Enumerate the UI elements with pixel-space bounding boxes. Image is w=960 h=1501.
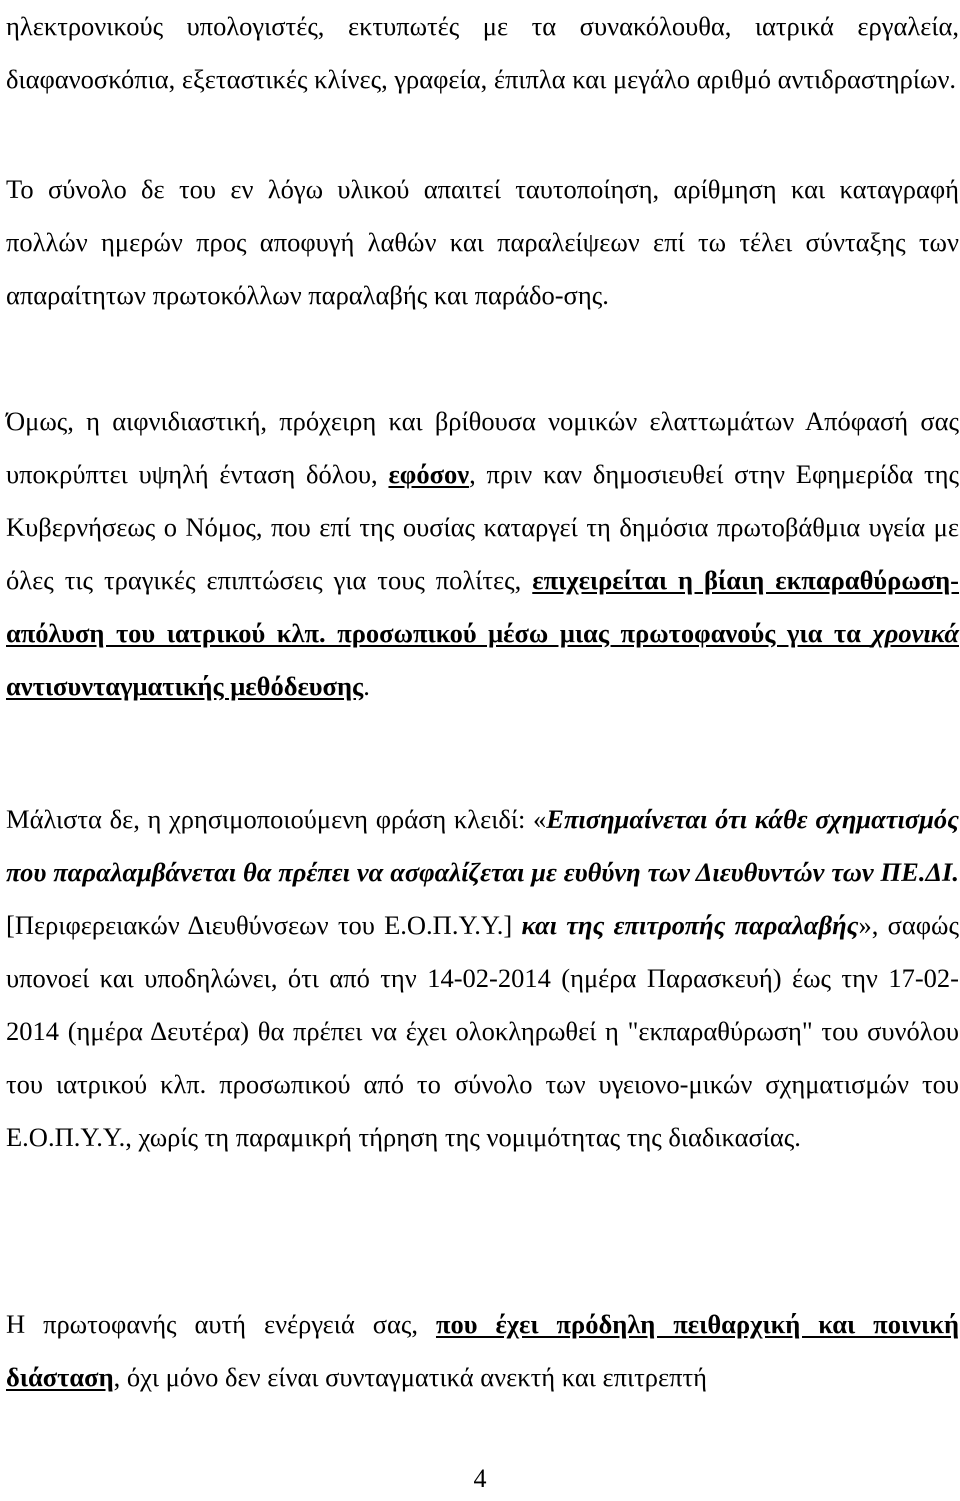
quoted-phrase-bold-italic: Επισημαίνεται ότι κάθε σχηματισμός που παραλαμβάνεται θα πρέπει να ασφαλίζεται με ευθύνη των Διευθυντών των ΠΕ.ΔΙ. bbox=[6, 804, 959, 887]
text-run: Η πρωτοφανής αυτή ενέργειά σας, bbox=[6, 1309, 436, 1339]
text-run: , πριν καν δημοσιευθεί στην Εφημερίδα της Κυβερνήσεως ο Νόμος, που επί της ουσίας καταργεί τη δημόσια πρωτοβάθμια υγεία με όλες τις τραγικές επιπτώσεις για τους πολίτες, bbox=[6, 459, 959, 595]
text-run: Όμως, η αιφνιδιαστική, πρόχειρη και βρίθουσα νομικών ελαττωμάτων Απόφασή σας υποκρύπτει υψηλή ένταση δόλου, bbox=[6, 406, 959, 489]
paragraph-key-phrase bbox=[6, 793, 959, 1164]
text-run: . bbox=[363, 671, 370, 701]
text-run: Το σύνολο δε του εν λόγω υλικού απαιτεί ταυτοποίηση, αρίθμηση και καταγραφή πολλών ημερών προς αποφυγή λαθών και παραλείψεων επί τω τέλει σύνταξης των απαραίτητων πρωτοκόλλων παραλαβής και παράδο-σης. bbox=[6, 174, 959, 310]
emphasis-bold-underline: που έχει πρόδηλη πειθαρχική και ποινική διάσταση bbox=[6, 1309, 959, 1392]
emphasis-bold-underline: εφόσον bbox=[388, 459, 470, 489]
text-run: Μάλιστα δε, η χρησιμοποιούμενη φράση κλειδί: « bbox=[6, 804, 547, 834]
paragraph-inventory-requirement bbox=[6, 163, 959, 322]
text-run: ηλεκτρονικούς υπολογιστές, εκτυπωτές με τα συνακόλουθα, ιατρικά εργαλεία, διαφανοσκόπια, εξεταστικές κλίνες, γραφεία, έπιπλα και μεγάλο αριθμό αντιδραστηρίων. bbox=[6, 11, 959, 94]
emphasis-bold-underline: αντισυνταγματικής μεθόδευσης bbox=[6, 671, 364, 701]
emphasis-bold-underline: επιχειρείται η βίαιη εκπαραθύρωση-απόλυση του ιατρικού κλπ. προσωπικού μέσω μιας πρωτοφανούς για τα bbox=[6, 565, 960, 648]
text-run: », σαφώς υπονοεί και υποδηλώνει, ότι από την 14-02-2014 (ημέρα Παρασκευή) έως την 17-02-2014 (ημέρα Δευτέρα) θα πρέπει να έχει ολοκληρωθεί η "εκπαραθύρωση" του συνόλου του ιατρικού κλπ. προσωπικού από το σύνολο των υγειονο-μικών σχηματισμών του Ε.Ο.Π.Υ.Υ., χωρίς τη παραμικρή τήρηση της νομιμότητας της διαδικασίας. bbox=[6, 910, 959, 1152]
emphasis-bold-italic-underline: χρονικά bbox=[872, 618, 959, 648]
quoted-phrase-bold-italic: και της επιτροπής παραλαβής bbox=[521, 910, 859, 940]
text-run: [Περιφερειακών Διευθύνσεων του Ε.Ο.Π.Υ.Υ.] bbox=[6, 910, 522, 940]
text-run: , όχι μόνο δεν είναι συνταγματικά ανεκτή και επιτρεπτή bbox=[113, 1362, 707, 1392]
paragraph-conclusion bbox=[6, 1298, 959, 1404]
paragraph-equipment-list bbox=[6, 0, 959, 106]
paragraph-decision-critique bbox=[6, 395, 959, 713]
page-number: 4 bbox=[473, 1464, 487, 1493]
